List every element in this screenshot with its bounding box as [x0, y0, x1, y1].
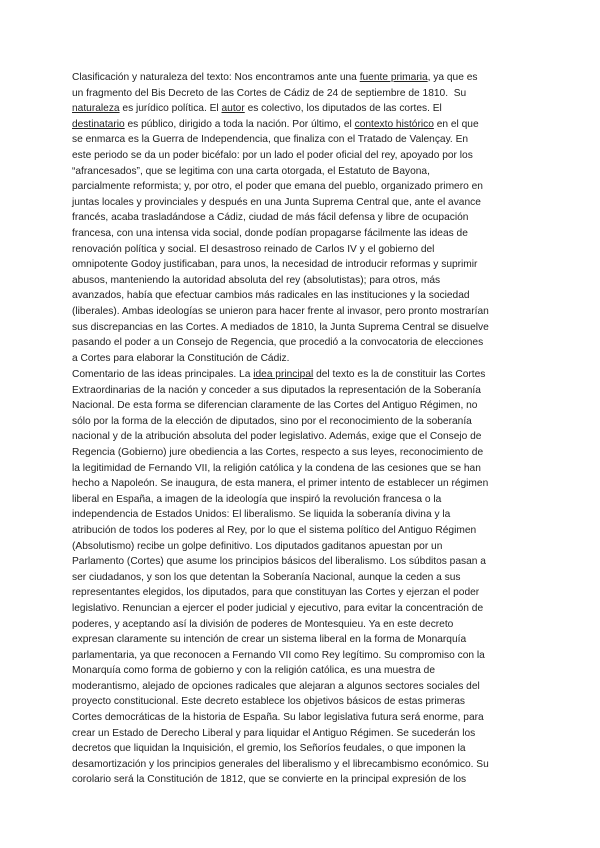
- text-segment: del texto es la de constituir las Cortes: [313, 369, 486, 380]
- text-segment: poderes, y aceptando así la división de poderes de Montesquieu. Ya en este decreto: [72, 618, 454, 630]
- text-segment: Clasificación y naturaleza del texto: Nos encontramos ante una: [72, 72, 360, 83]
- text-line: [72, 694, 532, 710]
- text-line: [72, 632, 532, 648]
- text-segment: se enmarca es la Guerra de Independencia, que finaliza con el Tratado de Valençay. En: [72, 134, 469, 146]
- text-line: [72, 179, 532, 195]
- text-segment: renovación política y social. El desastroso reinado de Carlos IV y el gobierno del: [72, 243, 435, 255]
- text-line: [72, 757, 532, 773]
- text-line: [72, 398, 532, 414]
- text-segment: independencia de Estados Unidos: El liberalismo. Se liquida la soberanía divina y la: [72, 509, 451, 521]
- text-line: [72, 476, 532, 492]
- underlined-term: fuente primaria: [359, 72, 428, 83]
- text-segment: a Cortes para elaborar la Constitución de Cádiz.: [72, 352, 290, 364]
- text-segment: este periodo se da un poder bicéfalo: por un lado el poder oficial del rey, apoyado por los: [72, 149, 473, 161]
- text-line: [72, 726, 532, 742]
- text-line: [72, 210, 532, 226]
- text-segment: omnipotente Godoy justificaban, para unos, la necesidad de introducir reformas y suprimir: [72, 259, 478, 271]
- text-segment: Extraordinarias de la nación y conceder a sus diputados la representación de la Soberanía: [72, 384, 481, 396]
- text-line: [72, 554, 532, 570]
- text-segment: sus discrepancias en las Cortes. A mediados de 1810, la Junta Suprema Central se disuelve: [72, 321, 489, 333]
- text-line: [72, 383, 532, 399]
- text-line: [72, 648, 532, 664]
- text-segment: en el que: [433, 118, 479, 130]
- text-line: [72, 523, 532, 539]
- text-line: [72, 429, 532, 445]
- text-segment: parcialmente reformista; y, por otro, el poder que emana del pueblo, organizado primero en: [72, 181, 483, 193]
- text-line: [72, 257, 532, 273]
- text-line: [72, 741, 532, 757]
- text-line: [72, 242, 532, 258]
- text-segment: es público, dirigido a toda la nación. Por último, el: [124, 118, 355, 130]
- text-line: [72, 288, 532, 304]
- text-segment: liberal en España, a imagen de la ideología que inspiró la revolución francesa o la: [72, 493, 442, 505]
- text-line: [72, 570, 532, 586]
- text-segment: Monarquía como forma de gobierno y con la religión católica, es una muestra de: [72, 665, 435, 677]
- text-segment: abusos, manteniendo la autoridad absoluta del rey (absolutistas); para otros, más: [72, 274, 441, 286]
- text-segment: atribución de todos los poderes al Rey, por lo que el sistema político del Antiguo Régimen: [72, 524, 477, 536]
- text-line: [72, 226, 532, 242]
- text-segment: (liberales). Ambas ideologías se unieron para hacer frente al invasor, pero pronto mostrarían: [72, 305, 489, 317]
- text-line: [72, 117, 532, 133]
- text-segment: es jurídico política. El: [119, 103, 222, 115]
- text-line: [72, 367, 532, 383]
- text-line: [72, 585, 532, 601]
- underlined-term: naturaleza: [72, 103, 120, 115]
- text-line: [72, 195, 532, 211]
- text-segment: Nacional. De esta forma se diferencian claramente de las Cortes del Antiguo Régimen, no: [72, 400, 478, 412]
- text-line: [72, 273, 532, 289]
- text-segment: pasando el poder a un Consejo de Regencia, que procedió a la convocatoria de elecciones: [72, 337, 484, 349]
- text-segment: Cortes democráticas de la historia de España. Su labor legislativa futura será enorme, para: [72, 712, 484, 724]
- paragraph-comentario: [72, 367, 532, 788]
- text-line: [72, 679, 532, 695]
- text-segment: moderantismo, alejado de opciones radicales que alejaran a algunos sectores sociales del: [72, 680, 480, 692]
- text-segment: es colectivo, los diputados de las cortes. El: [244, 103, 442, 115]
- text-line: [72, 663, 532, 679]
- text-segment: legislativo. Renuncian a ejercer el poder judicial y ejecutivo, para evitar la concentración de: [72, 602, 484, 614]
- underlined-term: contexto histórico: [354, 118, 434, 130]
- text-line: [72, 617, 532, 633]
- text-segment: francés, acaba trasladándose a Cádiz, ciudad de más fácil defensa y libre de ocupación: [72, 212, 469, 224]
- text-segment: sólo por la forma de la elección de diputados, sino por el reconocimiento de la soberanía: [72, 415, 472, 427]
- text-segment: desamortización y los principios generales del liberalismo y el librecambismo económico. Su: [72, 758, 489, 770]
- text-line: [72, 492, 532, 508]
- text-line: [72, 539, 532, 555]
- text-line: [72, 132, 532, 148]
- underlined-term: destinatario: [72, 118, 125, 130]
- text-segment: representantes elegidos, los diputados, para que constituyan las Cortes y ejerzan el poder: [72, 587, 480, 599]
- text-segment: , ya que es: [427, 72, 478, 83]
- text-segment: corolario será la Constitución de 1812, que se convierte en la principal expresión de los: [72, 774, 467, 786]
- text-line: [72, 772, 532, 788]
- text-segment: Parlamento (Cortes) que asume los principios básicos del liberalismo. Los súbditos pasan a: [72, 556, 486, 568]
- text-line: [72, 320, 532, 336]
- text-segment: crear un Estado de Derecho Liberal y para liquidar el Antiguo Régimen. Se sucederán los: [72, 727, 476, 739]
- text-line: [72, 710, 532, 726]
- text-segment: expresan claramente su intención de crear un sistema liberal en la forma de Monarquía: [72, 634, 467, 646]
- text-line: [72, 164, 532, 180]
- text-segment: proyecto constitucional. Este decreto establece los objetivos básicos de estas primeras: [72, 696, 465, 708]
- underlined-term: autor: [221, 103, 245, 115]
- text-line: [72, 101, 532, 117]
- text-segment: “afrancesados”, que se legitima con una carta otorgada, el Estatuto de Bayona,: [72, 165, 430, 177]
- text-segment: ser ciudadanos, y son los que detentan la Soberanía Nacional, aunque la ceden a sus: [72, 571, 461, 583]
- text-segment: Comentario de las ideas principales. La: [72, 369, 254, 380]
- text-segment: parlamentaria, ya que reconocen a Fernando VII como Rey legítimo. Su compromiso con la: [72, 649, 485, 661]
- text-line: [72, 70, 532, 86]
- text-segment: un fragmento del Bis Decreto de las Cortes de Cádiz de 24 de septiembre de 1810. Su: [72, 87, 467, 99]
- text-line: [72, 445, 532, 461]
- text-line: [72, 335, 532, 351]
- text-segment: hecho a Napoleón. Se inaugura, de esta manera, el primer intento de establecer un régimen: [72, 478, 489, 490]
- underlined-term: idea principal: [253, 369, 314, 380]
- text-line: [72, 148, 532, 164]
- text-line: [72, 304, 532, 320]
- text-segment: francesa, con una intensa vida social, donde podían propagarse fácilmente las ideas de: [72, 227, 468, 239]
- text-segment: Regencia (Gobierno) jure obediencia a las Cortes, respecto a sus leyes, reconocimiento de: [72, 446, 484, 458]
- text-line: [72, 507, 532, 523]
- text-line: [72, 601, 532, 617]
- paragraph-clasificacion: [72, 70, 532, 366]
- text-line: [72, 414, 532, 430]
- text-segment: nacional y de la atribución absoluta del poder legislativo. Además, exige que el Consejo de: [72, 431, 482, 443]
- text-segment: (Absolutismo) recibe un golpe definitivo. Los diputados gaditanos apuestan por un: [72, 540, 443, 552]
- text-segment: avanzados, había que efectuar cambios más radicales en las instituciones y la sociedad: [72, 290, 470, 302]
- text-segment: juntas locales y provinciales y después en una Junta Suprema Central que, ante el avance: [72, 196, 481, 208]
- text-line: [72, 351, 532, 367]
- text-line: [72, 461, 532, 477]
- text-line: [72, 86, 532, 102]
- text-segment: decretos que liquidan la Inquisición, el gremio, los Señoríos feudales, o que imponen la: [72, 743, 466, 755]
- text-segment: la legitimidad de Fernando VII, la religión católica y la condena de las cesiones que se han: [72, 462, 481, 474]
